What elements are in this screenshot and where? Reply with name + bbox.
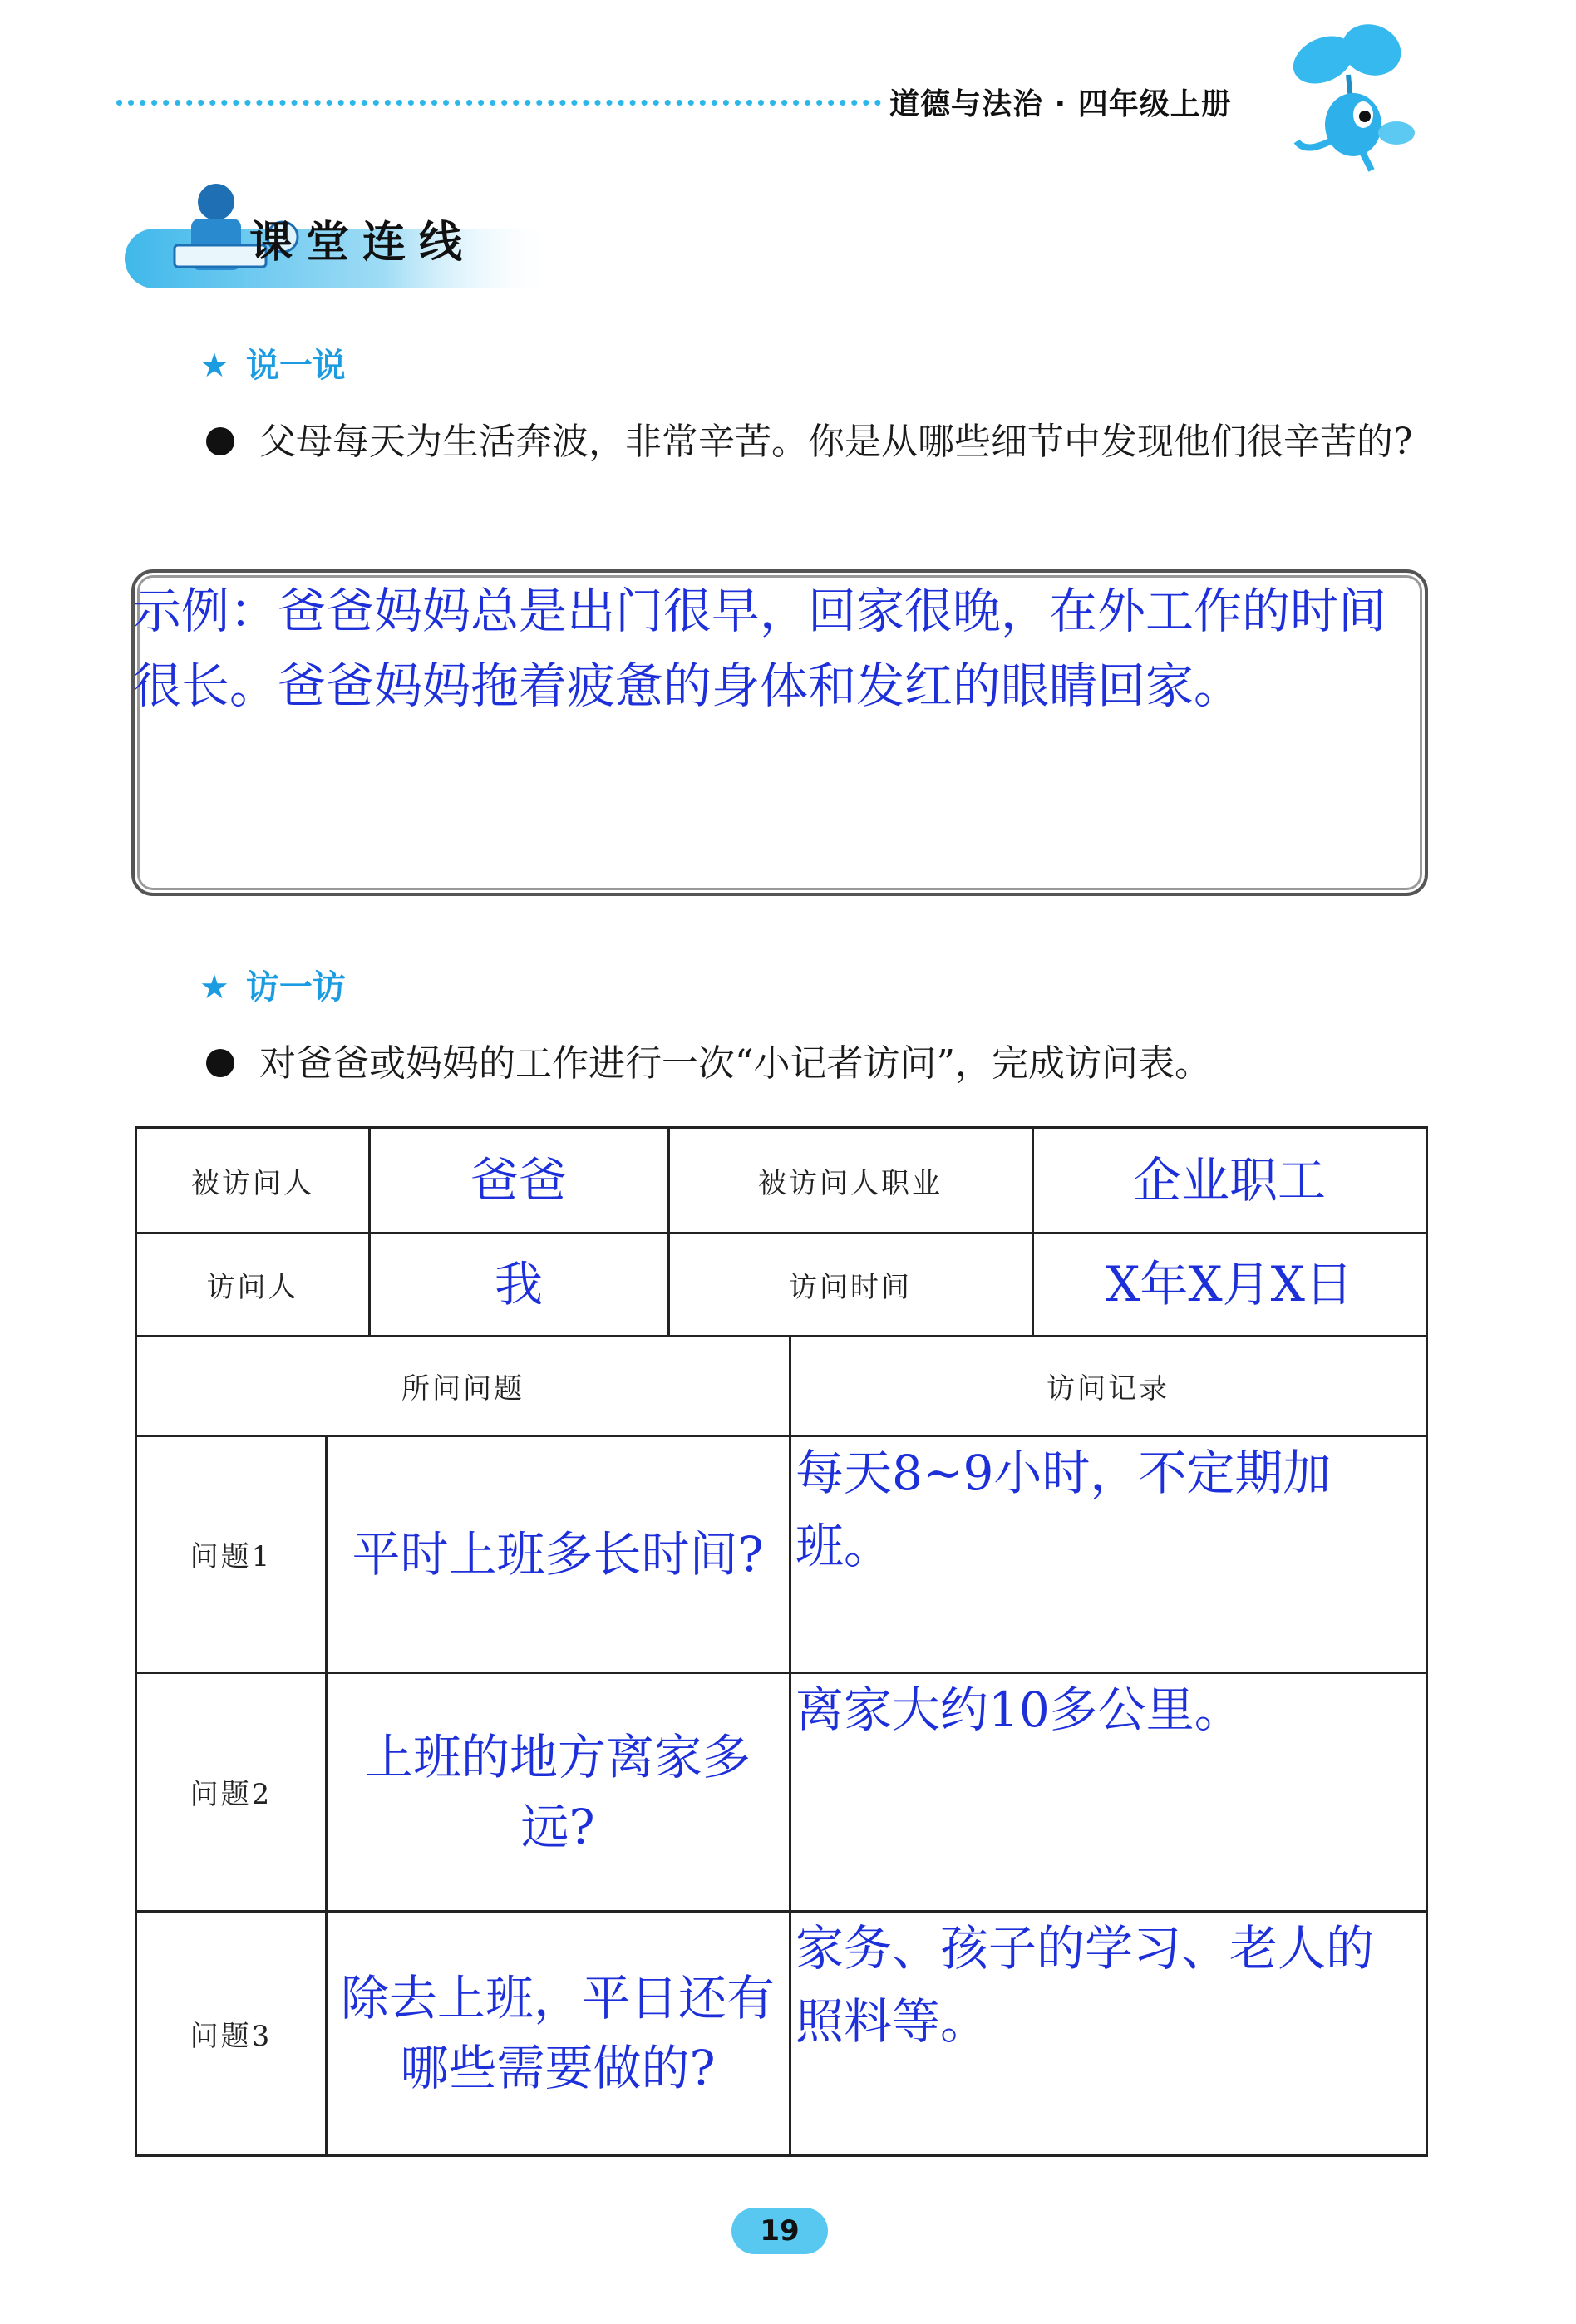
part1-question-text: 父母每天为生活奔波，非常辛苦。你是从哪些细节中发现他们很辛苦的? <box>259 421 1413 463</box>
answer-text: 示例：爸爸妈妈总是出门很早，回家很晚，在外工作的时间很长。爸爸妈妈拖着疲惫的身体和发红的眼睛回家。 <box>133 583 1387 714</box>
answer-1-record[interactable]: 每天8~9小时，不定期加班。 <box>795 1445 1332 1574</box>
book-title: 道德与法治 · 四年级上册 <box>889 87 1232 121</box>
part1-heading <box>199 345 346 387</box>
part2-heading <box>199 967 346 1008</box>
star-icon: ★ <box>199 347 229 385</box>
part2-question <box>133 1027 1438 1100</box>
interviewee-value[interactable]: 爸爸 <box>470 1152 567 1209</box>
occupation-value[interactable]: 企业职工 <box>1132 1152 1326 1209</box>
question-3-text[interactable]: 除去上班，平日还有哪些需要做的? <box>340 1970 775 2096</box>
questions-header: 所问问题 <box>401 1371 525 1406</box>
part1-heading-text: 说一说 <box>245 347 346 385</box>
bullet-icon <box>206 427 234 455</box>
interviewer-value[interactable]: 我 <box>494 1256 543 1312</box>
question-3-label: 问题3 <box>190 2019 273 2053</box>
question-1-text[interactable]: 平时上班多长时间? <box>352 1525 764 1583</box>
interview-table <box>135 1126 1428 2157</box>
page-number: 19 <box>731 2208 828 2254</box>
occupation-label: 被访问人职业 <box>758 1166 943 1200</box>
records-header: 访问记录 <box>1047 1371 1170 1406</box>
question-2-text[interactable]: 上班的地方离家多远? <box>364 1728 751 1855</box>
part1-question <box>133 406 1438 479</box>
answer-2-record[interactable]: 离家大约10多公里。 <box>795 1681 1243 1738</box>
interviewee-label: 被访问人 <box>191 1166 314 1200</box>
part2-heading-text: 访一访 <box>245 968 346 1007</box>
mascot-sprout-icon <box>1272 17 1438 175</box>
header-dotted-rule <box>116 100 881 106</box>
question-1-label: 问题1 <box>190 1540 273 1573</box>
time-value[interactable]: X年X月X日 <box>1106 1256 1353 1312</box>
star-icon: ★ <box>199 968 229 1007</box>
part2-question-text: 对爸爸或妈妈的工作进行一次“小记者访问”，完成访问表。 <box>259 1042 1211 1085</box>
interviewer-label: 访问人 <box>206 1270 299 1304</box>
time-label: 访问时间 <box>789 1270 912 1304</box>
answer-3-record[interactable]: 家务、孩子的学习、老人的照料等。 <box>795 1920 1375 2050</box>
question-2-label: 问题2 <box>190 1778 273 1811</box>
section-title: 课堂连线 <box>249 218 476 268</box>
bullet-icon <box>206 1049 234 1077</box>
